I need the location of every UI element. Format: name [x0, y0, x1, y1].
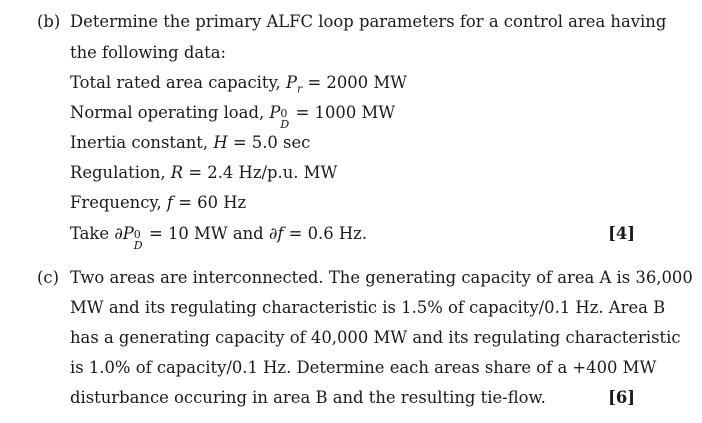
total-capacity-text: Total rated area capacity, [70, 73, 286, 92]
part-b-marks: [4] [608, 224, 635, 243]
take-line [70, 224, 368, 252]
part-c-label: (c) [37, 268, 59, 287]
part-c-line-1: Two areas are interconnected. The generating capacity of area A is 36,000 [70, 268, 693, 287]
part-b-label: (b) [37, 12, 61, 31]
normal-load-sup: 0 [280, 107, 288, 120]
frequency-symbol: f [166, 193, 173, 212]
take-scripts [133, 228, 144, 252]
normal-load-text: Normal operating load, [70, 103, 270, 122]
take-symbol: P [122, 224, 134, 243]
regulation-line [70, 163, 337, 183]
frequency-line [70, 193, 246, 213]
part-c-line-2: MW and its regulating characteristic is 1.5% of capacity/0.1 Hz. Area B [70, 298, 666, 317]
take-sup: 0 [133, 228, 141, 241]
take-partial: ∂ [114, 224, 123, 243]
take-partial-2: ∂ [268, 224, 278, 243]
total-capacity-sub: r [296, 82, 303, 96]
normal-load-value: = 1000 MW [290, 103, 396, 122]
normal-load-scripts [280, 107, 290, 131]
total-capacity-value: = 2000 MW [302, 73, 407, 92]
take-symbol-2: f [277, 224, 284, 243]
total-capacity-symbol: P [285, 73, 297, 92]
inertia-value: = 5.0 sec [227, 133, 311, 152]
frequency-value: = 60 Hz [172, 193, 247, 212]
take-text: Take [70, 224, 115, 243]
part-c-line-4: is 1.0% of capacity/0.1 Hz. Determine each areas share of a +400 MW [70, 358, 657, 377]
part-b-line-1: Determine the primary ALFC loop parameters for a control area having [70, 12, 667, 31]
normal-load-symbol: P [269, 103, 281, 122]
total-capacity-line [70, 73, 407, 96]
part-c-line-5: disturbance occuring in area B and the resulting tie-flow. [70, 388, 546, 407]
frequency-text: Frequency, [70, 193, 167, 212]
inertia-line [70, 133, 310, 153]
part-c-marks: [6] [608, 388, 635, 407]
regulation-symbol: R [170, 163, 184, 182]
take-mid: = 10 MW and [143, 224, 269, 243]
take-value: = 0.6 Hz. [283, 224, 368, 243]
regulation-value: = 2.4 Hz/p.u. MW [183, 163, 338, 182]
take-sub: D [133, 239, 143, 252]
regulation-text: Regulation, [70, 163, 171, 182]
inertia-symbol: H [213, 133, 228, 152]
part-c-line-3: has a generating capacity of 40,000 MW and its regulating characteristic [70, 328, 681, 347]
part-b-line-2: the following data: [70, 43, 227, 62]
inertia-text: Inertia constant, [70, 133, 214, 152]
normal-load-sub: D [280, 118, 290, 131]
normal-load-line [70, 103, 396, 131]
